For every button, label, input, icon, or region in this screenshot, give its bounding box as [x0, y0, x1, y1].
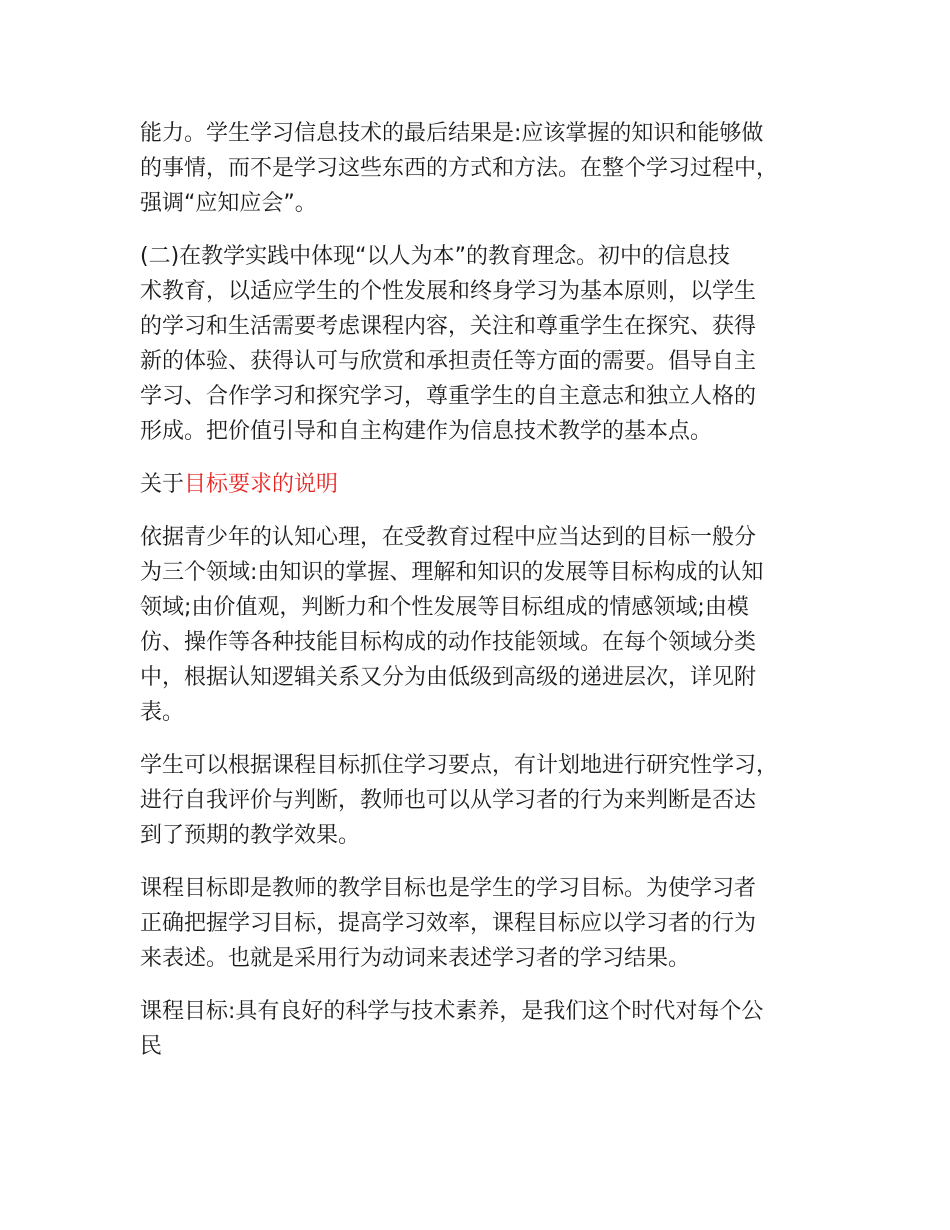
- section-heading-highlight: 目标要求的说明: [184, 472, 339, 497]
- paragraph-6: 课程目标:具有良好的科学与技术素养，是我们这个时代对每个公 民: [140, 999, 764, 1059]
- paragraph-1: 能力。学生学习信息技术的最后结果是:应该掌握的知识和能够做 的事情，而不是学习这些东西的方式和方法。在整个学习过程中， 强调“应知应会”。: [140, 121, 779, 216]
- document-page: [140, 116, 820, 1082]
- paragraph-3: 依据青少年的认知心理，在受教育过程中应当达到的目标一般分 为三个领域:由知识的掌握、理解和知识的发展等目标构成的认知 领域;由价值观，判断力和个性发展等目标组成的情感领域;由模 仿、操作等各种技能目标构成的动作技能领域。在每个领域分类 中，根据认知逻辑关系又分为由低级到高级的递进层次，详见附 表。: [140, 525, 764, 725]
- section-heading: [140, 467, 820, 502]
- section-heading-prefix: 关于: [140, 472, 185, 497]
- paragraph-5: 课程目标即是教师的教学目标也是学生的学习目标。为使学习者 正确把握学习目标，提高学习效率，课程目标应以学习者的行为 来表述。也就是采用行为动词来表述学习者的学习结果。: [140, 876, 757, 971]
- paragraph-4: 学生可以根据课程目标抓住学习要点，有计划地进行研究性学习， 进行自我评价与判断，教师也可以从学习者的行为来判断是否达 到了预期的教学效果。: [140, 753, 779, 848]
- paragraph-2: (二)在教学实践中体现“以人为本”的教育理念。初中的信息技 术教育，以适应学生的个性发展和终身学习为基本原则，以学生 的学习和生活需要考虑课程内容，关注和尊重学生在探究、获得 新的体验、获得认可与欣赏和承担责任等方面的需要。倡导自主 学习、合作学习和探究学习，尊重学生的自主意志和独立人格的 形成。把价值引导和自主构建作为信息技术教学的基本点。: [140, 244, 757, 444]
